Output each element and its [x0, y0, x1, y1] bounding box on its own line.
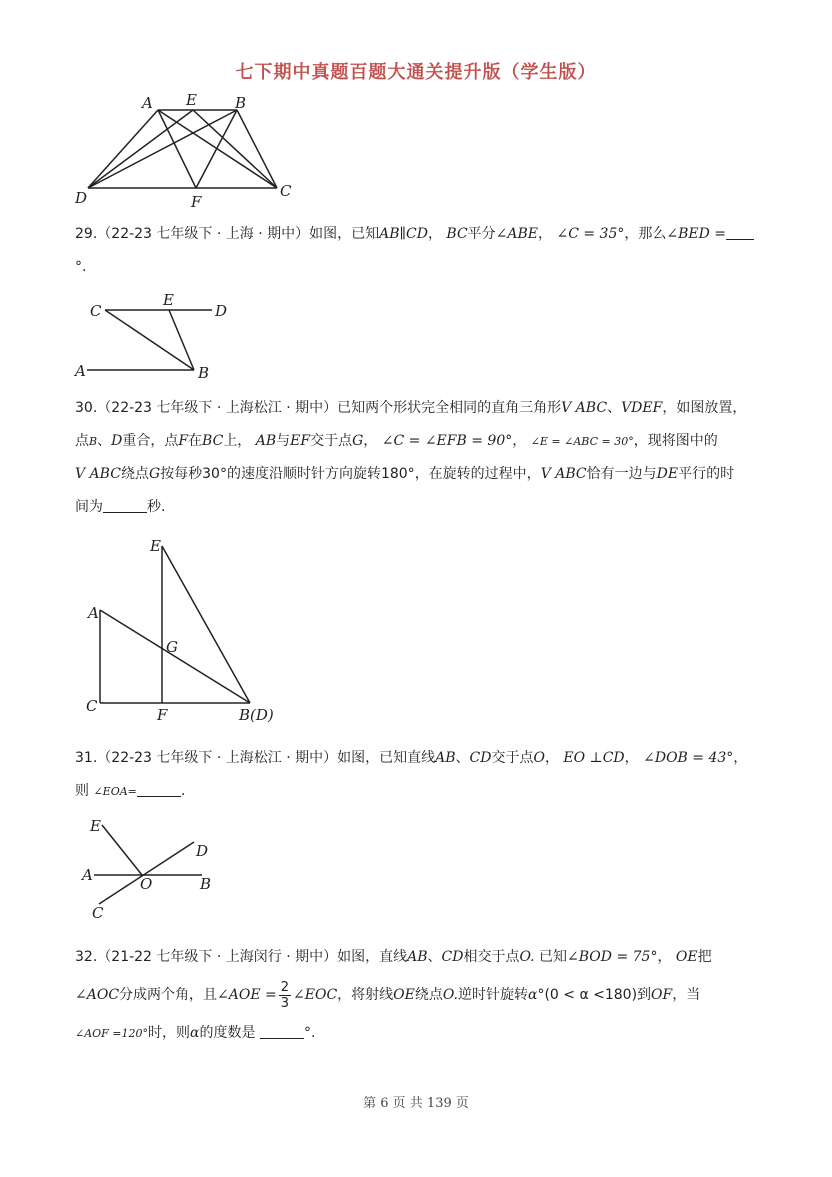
seg-bd: [88, 110, 237, 188]
seg-eb: [162, 546, 250, 703]
seg-bf: [196, 110, 237, 188]
answer-blank-30[interactable]: [103, 496, 147, 513]
line-cd: [99, 842, 194, 904]
answer-blank-29[interactable]: [726, 223, 754, 240]
figure-intersecting-lines: [72, 812, 232, 924]
label-d: D: [215, 302, 228, 320]
label-e: E: [163, 291, 174, 309]
label-c: C: [90, 302, 102, 320]
seg-ab: [100, 610, 250, 703]
label-b: B: [198, 364, 210, 382]
label-d: D: [196, 842, 209, 860]
fraction-two-thirds: $\frac{2}{3}$: [280, 979, 290, 1011]
label-d: D: [75, 189, 88, 207]
question-31: 31.（22-23 七年级下 · 上海松江 · 期中）如图，已知直线AB、CD交于点O， EO ⊥CD， ∠DOB = 43°， 则 ∠EOA= .: [75, 750, 748, 799]
label-f: F: [157, 706, 168, 724]
label-a: A: [142, 94, 153, 112]
page-footer: 第 6 页 共 139 页: [363, 1096, 469, 1111]
question-30: 30.（22-23 七年级下 · 上海松江 · 期中）已知两个形状完全相同的直角三角形V ABC、VDEF，如图放置， 点B、D重合，点F在BC上， AB与EF交于点G， ∠C = ∠EFB = 90°， ∠E = ∠ABC = 30°，现将图中的 V ABC绕点G按每秒30°的速度沿顺时针方向旋转180°，在旋转的过程中，V ABC恰有一边与DE平行的时 间为 秒.: [75, 400, 747, 515]
label-b: B: [235, 94, 247, 112]
label-b-d: B(D): [239, 706, 274, 724]
seg-ec: [193, 110, 277, 188]
seg-ad: [88, 110, 158, 188]
label-c: C: [280, 182, 292, 200]
figure-parallel-lines: [72, 288, 242, 388]
label-c: C: [86, 697, 98, 715]
label-f: F: [191, 193, 202, 211]
label-e: E: [150, 537, 161, 555]
question-32: 32.（21-22 七年级下 · 上海闵行 · 期中）如图，直线AB、CD相交于点O. 已知∠BOD = 75°， OE把 ∠AOC分成两个角，且∠AOE = $\frac{2}{3}$ ∠EOC，将射线OE绕点O.逆时针旋转α°(0 < α <180)到OF，当 ∠AOF =120°时，则α的度数是 °.: [75, 949, 712, 1041]
question-29: 29.（22-23 七年级下 · 上海 · 期中）如图，已知AB∥CD， BC平分∠ABE， ∠C = 35°，那么∠BED = °.: [75, 218, 765, 284]
answer-blank-32[interactable]: [260, 1022, 304, 1039]
seg-bc: [237, 110, 277, 188]
seg-ac: [158, 110, 277, 188]
label-g: G: [166, 638, 178, 656]
seg-cb: [105, 310, 194, 370]
label-a: A: [88, 604, 99, 622]
page-title: 七下期中真题百题大通关提升版（学生版）: [235, 62, 597, 83]
label-a: A: [82, 866, 93, 884]
figure-trapezoid: [72, 88, 312, 213]
ray-oe: [102, 825, 142, 875]
label-e: E: [90, 817, 101, 835]
answer-blank-31[interactable]: [137, 780, 181, 797]
label-e: E: [186, 91, 197, 109]
label-o: O: [140, 875, 153, 893]
label-a: A: [75, 362, 86, 380]
figure-right-triangles: [72, 530, 292, 730]
label-b: B: [200, 875, 212, 893]
label-c: C: [92, 904, 104, 922]
